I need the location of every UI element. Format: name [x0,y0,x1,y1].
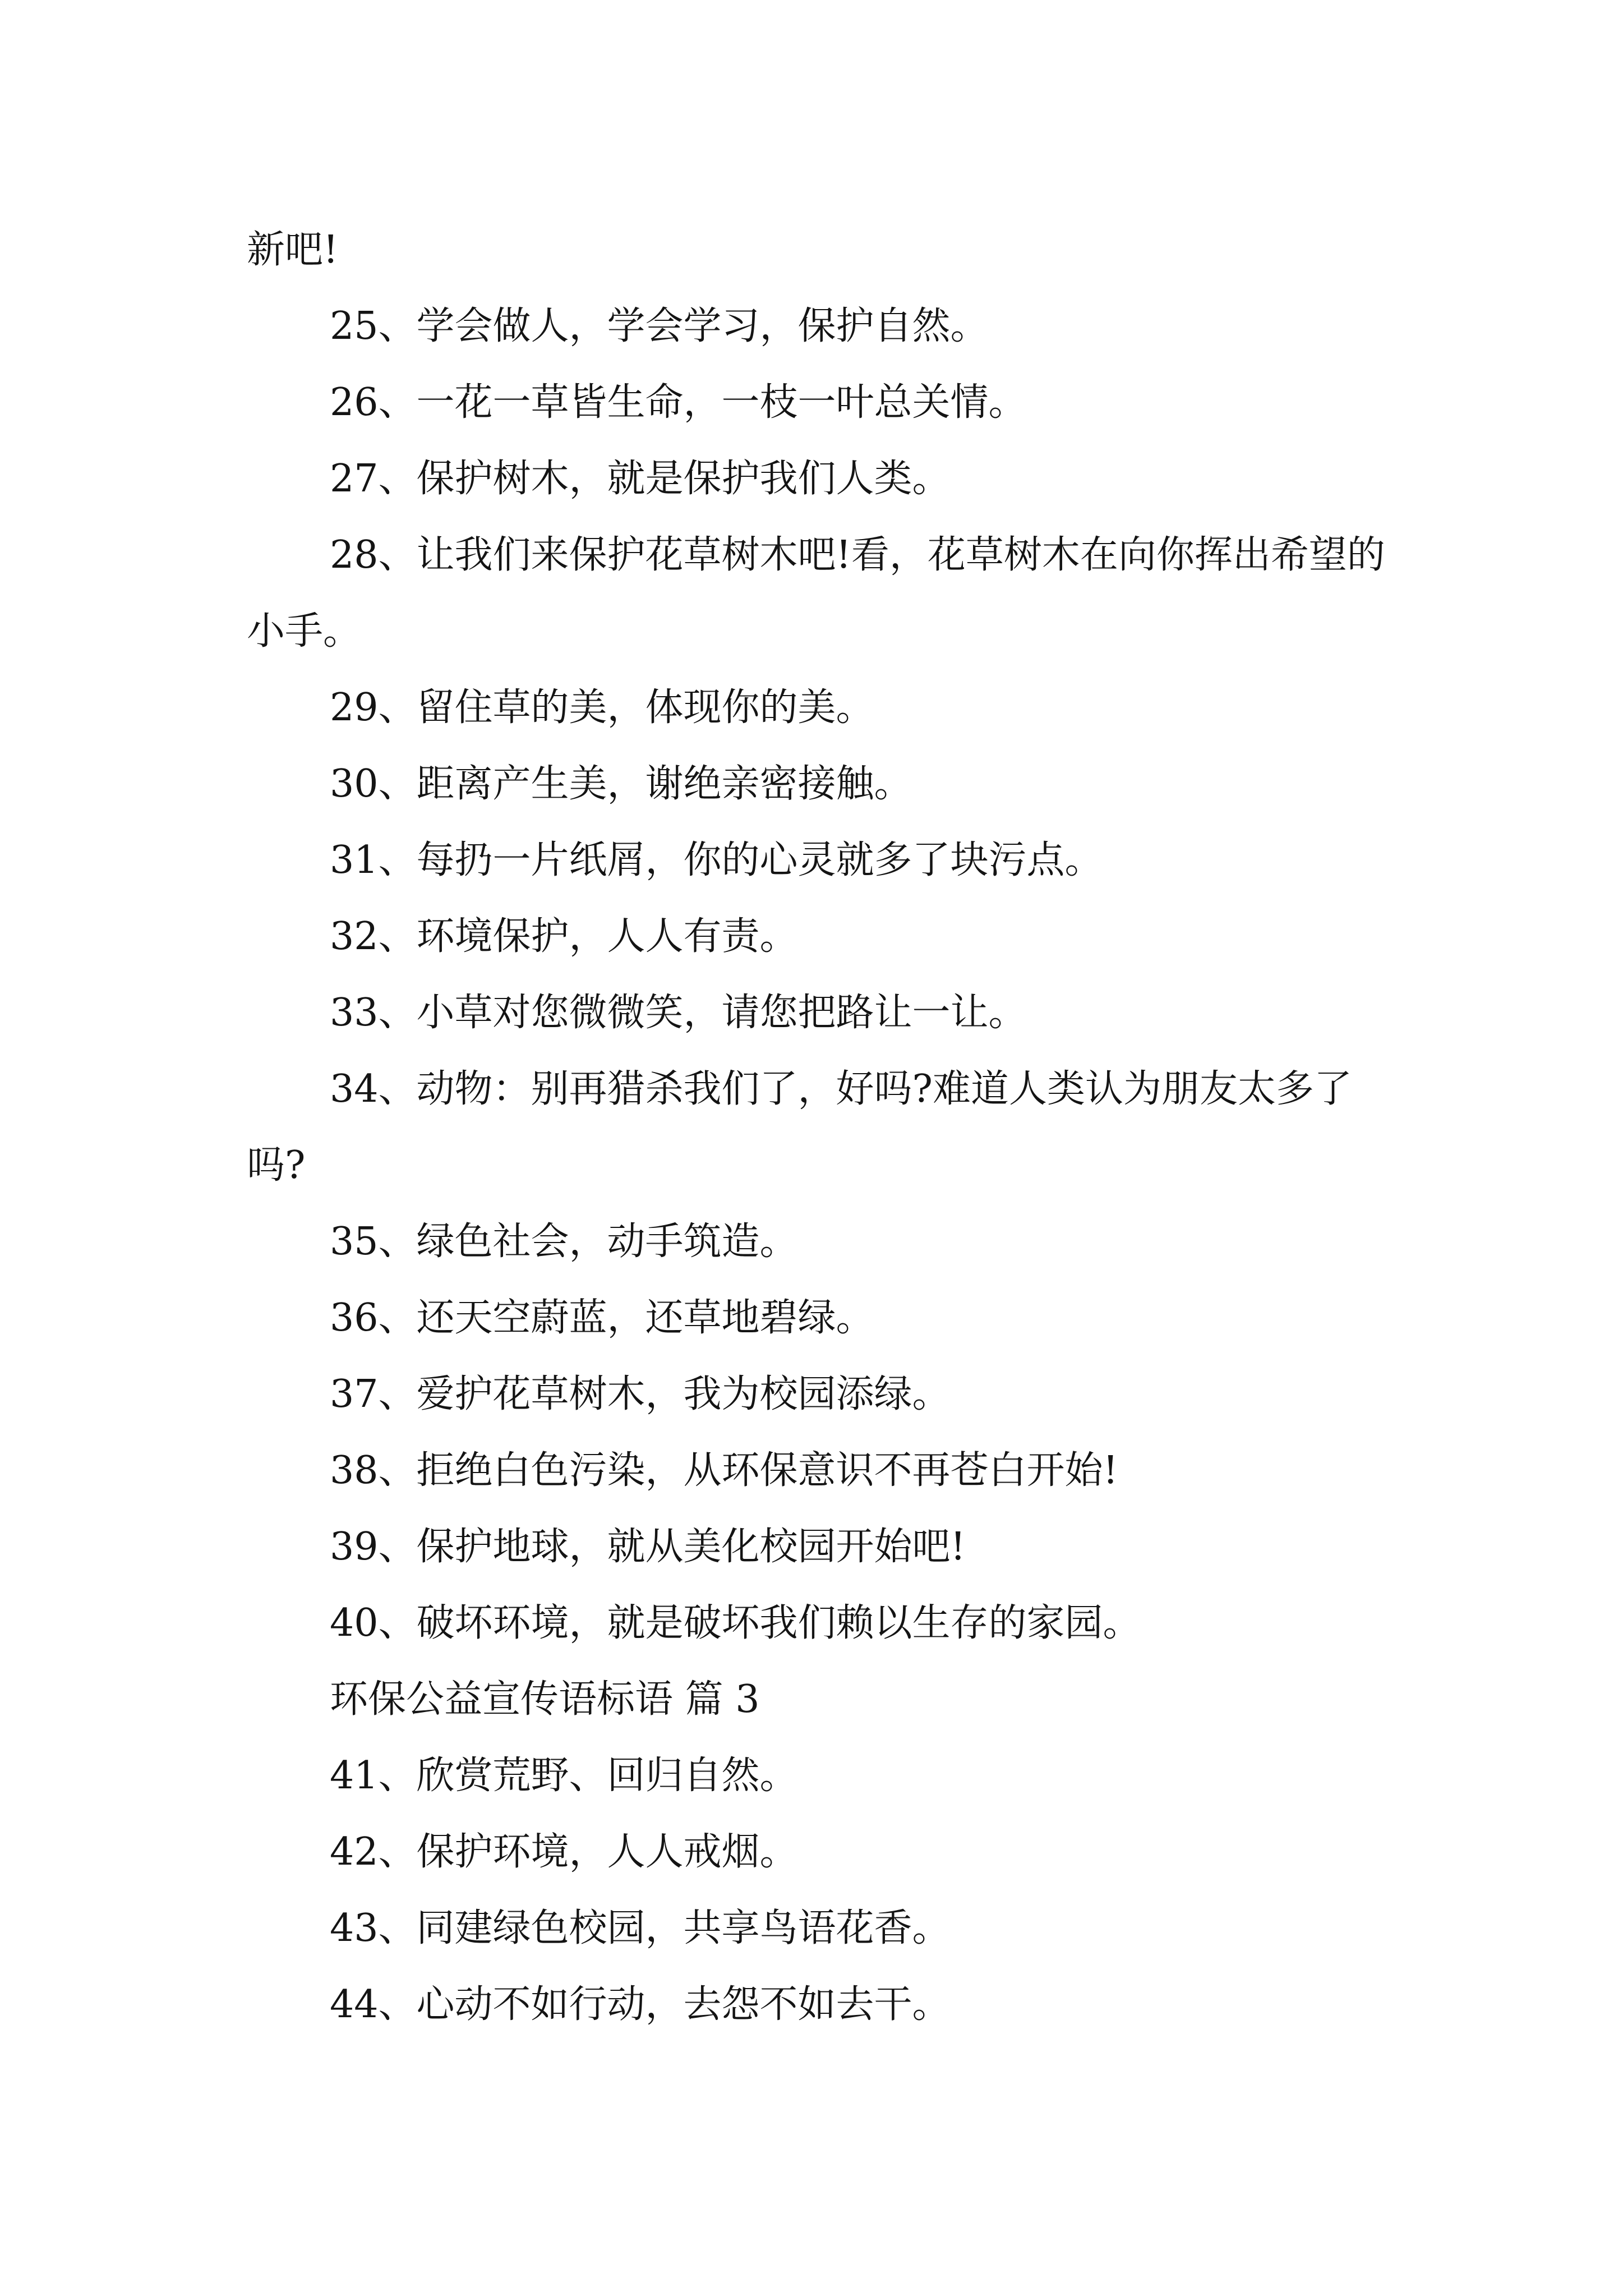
slogan-32: 32、环境保护，人人有责。 [330,914,798,959]
continuation-line: 新吧! [247,228,339,272]
slogan-26: 26、一花一草皆生命，一枝一叶总关情。 [330,380,1027,425]
document-body [247,212,1391,2043]
slogan-38: 38、拒绝白色污染，从环保意识不再苍白开始! [330,1448,1118,1493]
slogan-42: 42、保护环境，人人戒烟。 [330,1830,798,1874]
slogan-43: 43、同建绿色校园，共享鸟语花香。 [330,1906,951,1950]
slogan-31: 31、每扔一片纸屑，你的心灵就多了块污点。 [330,838,1103,882]
slogan-44: 44、心动不如行动，去怨不如去干。 [330,1982,951,2027]
slogan-40: 40、破坏环境，就是破坏我们赖以生存的家园。 [330,1601,1141,1645]
slogan-37: 37、爱护花草树木，我为校园添绿。 [330,1372,951,1416]
slogan-29: 29、留住草的美，体现你的美。 [330,685,874,730]
slogan-39: 39、保护地球，就从美化校园开始吧! [330,1525,966,1569]
slogan-33: 33、小草对您微微笑，请您把路让一让。 [330,991,1027,1035]
slogan-35: 35、绿色社会，动手筑造。 [330,1220,798,1264]
slogan-41: 41、欣赏荒野、回归自然。 [330,1754,798,1798]
slogan-27: 27、保护树木，就是保护我们人类。 [330,457,951,501]
section-heading: 环保公益宣传语标语 篇 3 [330,1677,760,1722]
slogan-25: 25、学会做人，学会学习，保护自然。 [330,304,989,348]
slogan-30: 30、距离产生美，谢绝亲密接触。 [330,762,912,806]
slogan-36: 36、还天空蔚蓝，还草地碧绿。 [330,1296,874,1340]
slogan-28: 28、让我们来保护花草树木吧!看，花草树木在向你挥出希望的小手。 [247,533,1385,654]
slogan-34: 34、动物：别再猎杀我们了，好吗?难道人类认为朋友太多了吗? [247,1067,1352,1188]
